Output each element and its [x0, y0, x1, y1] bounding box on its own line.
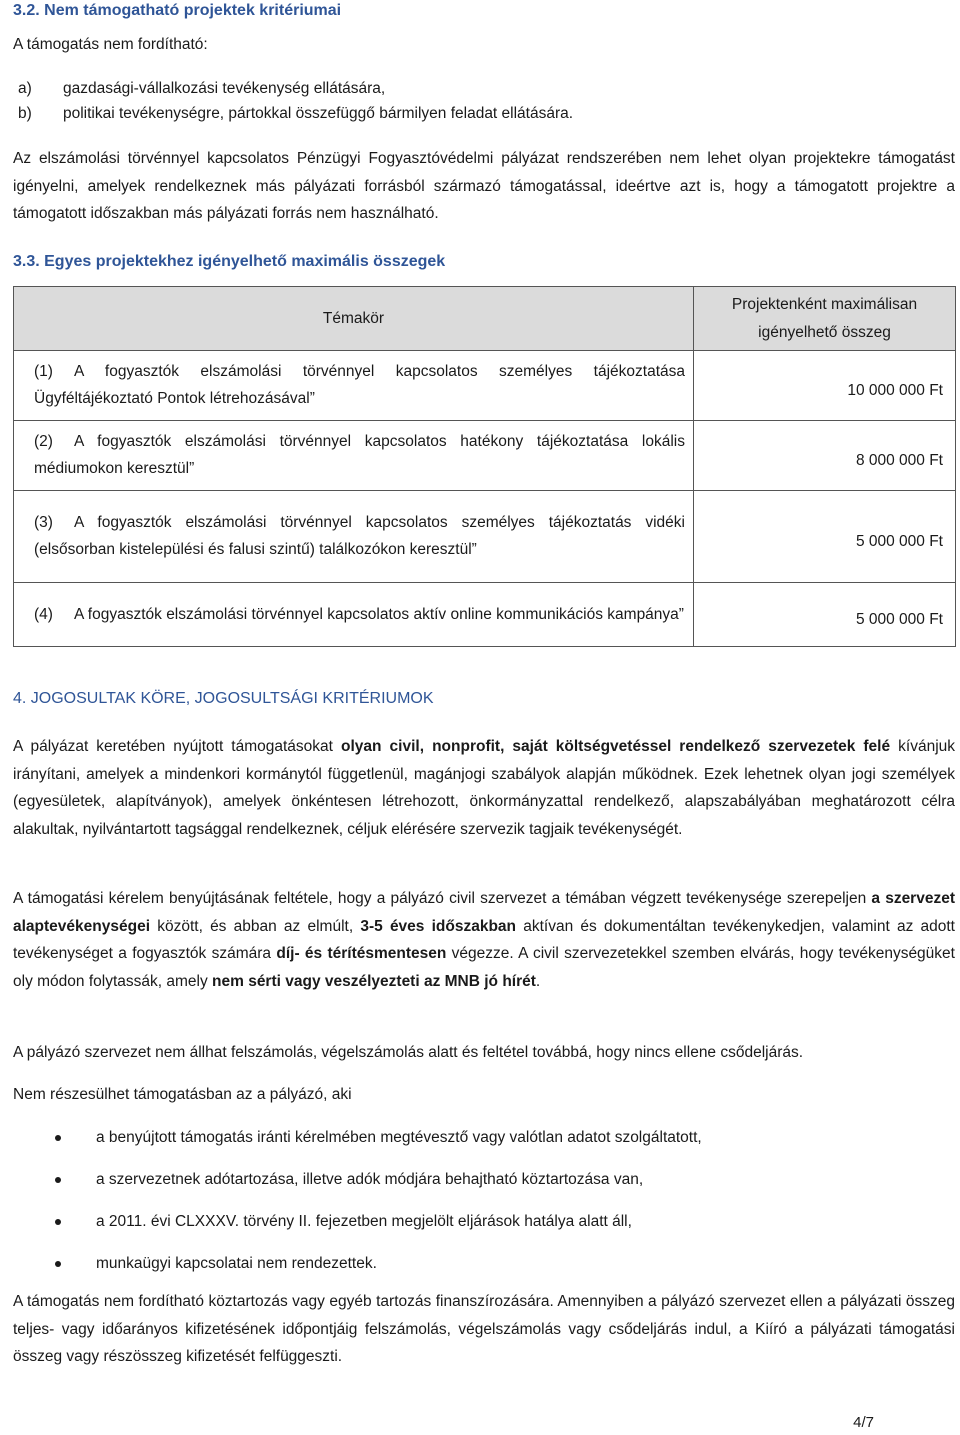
table-cell-topic: [14, 351, 694, 421]
bullet-icon: [55, 1135, 61, 1141]
text-run: aktívan és dokumentáltan tevékenykedjen, valamint az adott tevékenységet a fogyasztók számára: [13, 917, 955, 962]
bold-run: olyan civil, nonprofit, saját költségvetéssel rendelkező szervezetek felé: [341, 738, 891, 755]
list-item: [13, 76, 573, 101]
table-header-topic: Témakör: [14, 287, 694, 351]
text-run: A támogatási kérelem benyújtásának feltétele, hogy a pályázó civil szervezet a témában végzett tevékenysége szerepeljen: [13, 890, 872, 907]
section-4-heading: 4. JOGOSULTAK KÖRE, JOGOSULTSÁGI KRITÉRIUMOK: [13, 690, 434, 707]
bullet-icon: [55, 1219, 61, 1225]
amounts-table: [13, 286, 956, 647]
bullet-icon: [55, 1261, 61, 1267]
row-number: (4): [34, 605, 53, 623]
ineligibility-list: [13, 1117, 955, 1285]
section-3-2-heading: 3.2. Nem támogatható projektek kritériumai: [13, 2, 342, 19]
section-4-paragraph-5: A támogatás nem fordítható köztartozás vagy egyéb tartozás finanszírozására. Amennyiben a pályázó szervezet ellen a pályázati összeg teljes- vagy időarányos kifizetésének időpontjáig felszámolás, végelszámolás vagy csődeljárás indul, a Kiíró a pályázati támogatási összeg vagy részösszeg kifizetését felfüggeszti.: [13, 1293, 955, 1365]
table-row: [14, 491, 956, 583]
section-4-paragraph-1: [13, 733, 955, 843]
table-cell-amount: 5 000 000 Ft: [694, 583, 956, 647]
list-marker: a): [18, 80, 32, 97]
bullet-icon: [55, 1177, 61, 1183]
bold-run: díj- és térítésmentesen: [276, 945, 447, 962]
list-text: gazdasági-vállalkozási tevékenység ellátására,: [63, 80, 386, 97]
table-cell-amount: 5 000 000 Ft: [694, 491, 956, 583]
text-run: között, és abban az elmúlt,: [150, 917, 361, 935]
text-run: A pályázat keretében nyújtott támogatásokat: [13, 738, 342, 755]
text-run: végezze. A civil szervezetekkel szemben elvárás, hogy tevékenységüket oly módon folytassák, amely: [13, 945, 955, 990]
list-item: [13, 1243, 955, 1285]
list-marker: b): [18, 105, 32, 122]
amounts-table-wrapper: [13, 286, 956, 647]
table-cell-topic: [14, 421, 694, 491]
row-topic-text: A fogyasztók elszámolási törvénnyel kapcsolatos személyes tájékoztatás vidéki (elsősorban kistelepülési és falusi szintű) találkozókon keresztül”: [34, 514, 685, 558]
table-row: [14, 583, 956, 647]
list-text: a szervezetnek adótartozása, illetve adók módjára behajtható köztartozása van,: [96, 1171, 644, 1188]
bold-run: nem sérti vagy veszélyezteti az MNB jó hírét: [212, 972, 536, 990]
bold-run: 3-5 éves időszakban: [360, 917, 517, 935]
row-topic-text: A fogyasztók elszámolási törvénnyel kapcsolatos hatékony tájékoztatása lokális médiumokon keresztül”: [34, 433, 685, 477]
table-row: [14, 351, 956, 421]
list-item: [13, 1159, 955, 1201]
table-row: [14, 421, 956, 491]
table-cell-topic: [14, 583, 694, 647]
bold-run: a szervezet alaptevékenységei: [13, 890, 955, 935]
table-cell-amount: 8 000 000 Ft: [694, 421, 956, 491]
table-header-amount: Projektenként maximálisan igényelhető összeg: [694, 287, 956, 351]
section-3-2-paragraph: Az elszámolási törvénnyel kapcsolatos Pénzügyi Fogyasztóvédelmi pályázat rendszerében nem lehet olyan projektekre támogatást igényelni, amelyek rendelkeznek más pályázati forrásból származó támogatással, ideértve azt is, hogy a támogatott projektre a támogatott időszakban más pályázati forrás nem használható.: [13, 150, 955, 222]
section-3-3-heading: 3.3. Egyes projektekhez igényelhető maximális összegek: [13, 253, 446, 270]
list-text: munkaügyi kapcsolatai nem rendezettek.: [96, 1255, 377, 1272]
page-number: 4/7: [853, 1414, 874, 1431]
row-topic-text: A fogyasztók elszámolási törvénnyel kapcsolatos személyes tájékoztatása Ügyféltájékoztató Pontok létrehozásával”: [34, 363, 685, 407]
list-text: a benyújtott támogatás iránti kérelmében megtévesztő vagy valótlan adatot szolgáltatott,: [96, 1129, 702, 1146]
list-item: [13, 101, 573, 126]
exclusion-list: [13, 76, 573, 126]
list-text: a 2011. évi CLXXXV. törvény II. fejezetben megjelölt eljárások hatálya alatt áll,: [96, 1213, 632, 1230]
text-run: .: [535, 972, 541, 990]
list-item: [13, 1117, 955, 1159]
table-header-row: [14, 287, 956, 351]
row-number: (2): [34, 433, 53, 450]
section-4-paragraph-4: Nem részesülhet támogatásban az a pályázó, aki: [13, 1086, 352, 1103]
row-number: (3): [34, 514, 53, 531]
section-4-paragraph-2: [13, 885, 955, 995]
row-topic-text: A fogyasztók elszámolási törvénnyel kapcsolatos aktív online kommunikációs kampánya”: [74, 605, 684, 623]
table-cell-topic: [14, 491, 694, 583]
table-cell-amount: 10 000 000 Ft: [694, 351, 956, 421]
text-run: kívánjuk irányítani, amelyek a mindenkori kormánytól függetlenül, magánjogi szabályok alapján működnek. Ezek lehetnek olyan jogi személyek (egyesületek, alapítványok), amelyek önkéntesen létrehozott, önkormányzattal rendelkező, alapszabályában meghatározott célra alakultak, nyilvántartott tagsággal rendelkeznek, céljuk elérésére szervezik tagjaik tevékenységét.: [13, 738, 956, 838]
section-3-2-intro: A támogatás nem fordítható:: [13, 36, 208, 53]
section-4-paragraph-3: A pályázó szervezet nem állhat felszámolás, végelszámolás alatt és feltétel továbbá, hogy nincs ellene csődeljárás.: [13, 1044, 804, 1061]
row-number: (1): [34, 363, 53, 380]
list-item: [13, 1201, 955, 1243]
list-text: politikai tevékenységre, pártokkal összefüggő bármilyen feladat ellátására.: [63, 105, 574, 122]
